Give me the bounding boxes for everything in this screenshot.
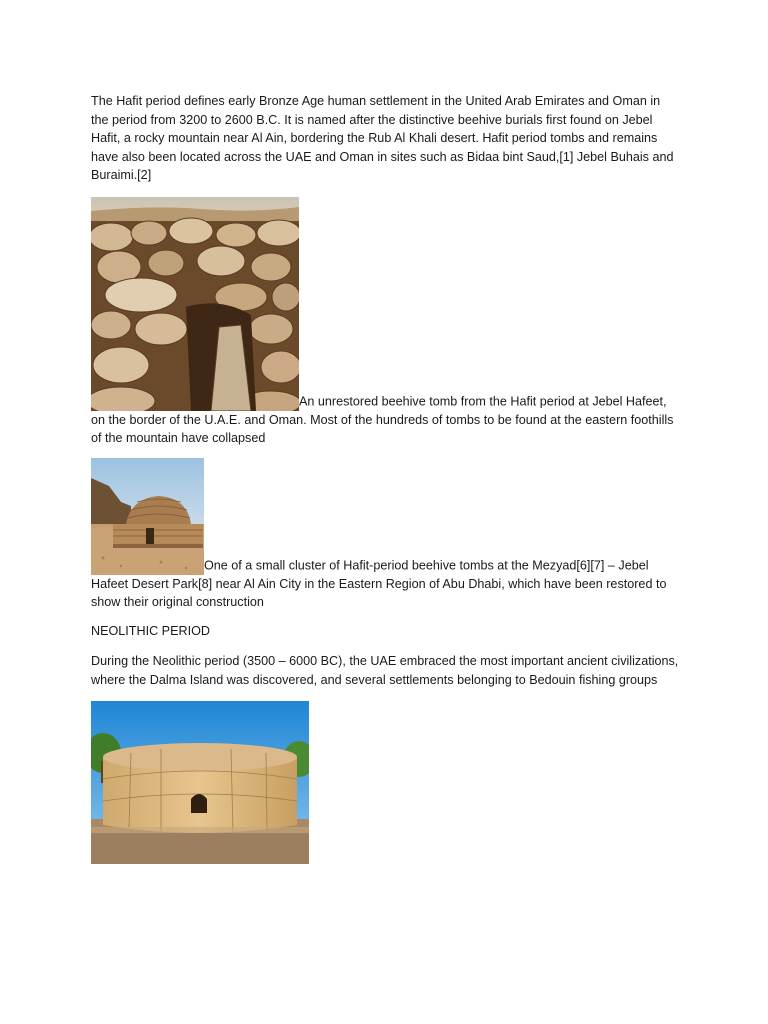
tomb-cluster-caption: One of a small cluster of Hafit-period beehive tombs at the Mezyad[6][7] – Jebel Hafeet Desert Park[8] near Al Ain City in the Eastern Region of Abu Dhabi, which have been restored to show their original construction bbox=[91, 558, 667, 609]
figure-block-tomb-cluster bbox=[91, 458, 681, 612]
figure-block-round-tomb bbox=[91, 701, 681, 864]
unrestored-beehive-tomb-image bbox=[91, 197, 299, 411]
restored-beehive-tomb-image bbox=[91, 458, 204, 575]
unrestored-tomb-caption: An unrestored beehive tomb from the Hafit period at Jebel Hafeet, on the border of the U.A.E. and Oman. Most of the hundreds of tombs to be found at the eastern foothills of the mountain have collapsed bbox=[91, 394, 674, 445]
intro-paragraph: The Hafit period defines early Bronze Age human settlement in the United Arab Emirates and Oman in the period from 3200 to 2600 B.C. It is named after the distinctive beehive burials first found on Jebel Hafit, a rocky mountain near Al Ain, bordering the Rub Al Khali desert. Hafit period tombs and remains have also been located across the UAE and Oman in sites such as Bidaa bint Saud,[1] Jebel Buhais and Buraimi.[2] bbox=[91, 94, 674, 182]
neolithic-paragraph: During the Neolithic period (3500 – 6000 BC), the UAE embraced the most important ancient civilizations, where the Dalma Island was discovered, and several settlements belonging to Bedouin fishing groups bbox=[91, 654, 679, 687]
figure-block-unrestored-tomb bbox=[91, 197, 681, 448]
round-stone-tomb-image bbox=[91, 701, 309, 864]
document-page bbox=[91, 92, 681, 864]
neolithic-heading: NEOLITHIC PERIOD bbox=[91, 623, 210, 638]
